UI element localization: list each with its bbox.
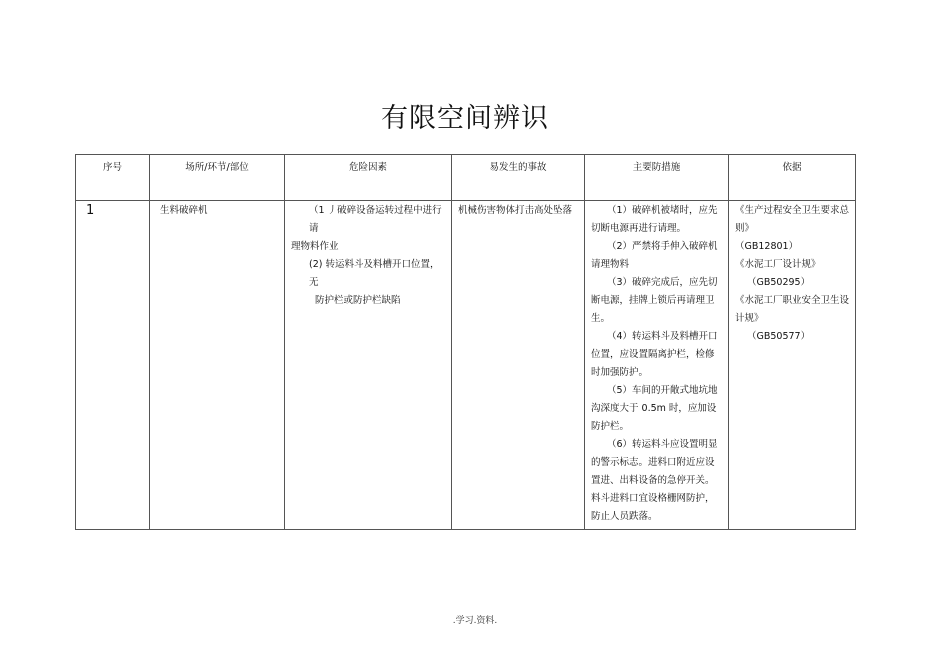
header-hazards: 危险因素 (285, 155, 452, 201)
measure-item-3: （3）破碎完成后，应先切断电源，挂牌上锁后再请理卫生。 (591, 277, 718, 324)
header-index: 序号 (76, 155, 150, 201)
measure-item-4: （4）转运料斗及料槽开口位置，应设置隔离护栏，检修时加强防护。 (591, 331, 718, 378)
basis-code-3: （GB50577） (747, 331, 811, 342)
basis-standard-1: 《生产过程安全卫生要求总则》 (735, 205, 850, 234)
measure-item-5: （5）车间的开敞式地坑地沟深度大于 0.5m 时，应加设防护栏。 (591, 385, 718, 432)
hazard-2-line-2: 防护栏或防护栏缺陷 (315, 295, 401, 306)
cell-location: 生料破碎机 (150, 201, 285, 530)
header-measures: 主要防措施 (585, 155, 729, 201)
hazard-1-line-2: 理物料作业 (291, 241, 339, 252)
table-row (76, 201, 856, 530)
cell-measures (585, 201, 729, 530)
basis-standard-2: 《水泥工厂设计规》 (735, 259, 821, 270)
header-basis: 依据 (729, 155, 856, 201)
measure-item-6: （6）转运料斗应设置明显的警示标志。进料口附近应设置进、出料设备的急停开关。料斗进料口宜设格栅网防护，防止人员跌落。 (591, 439, 718, 522)
page-footer: .学习.资料. (452, 616, 498, 626)
header-accidents: 易发生的事故 (452, 155, 585, 201)
header-location: 场所/环节/部位 (150, 155, 285, 201)
table-header-row (76, 155, 856, 201)
basis-standard-3: 《水泥工厂职业安全卫生设计规》 (735, 295, 850, 324)
basis-code-2: （GB50295） (747, 277, 811, 288)
cell-basis (729, 201, 856, 530)
hazard-1-line-1: （1 丿破碎设备运转过程中进行请 (309, 205, 442, 234)
measure-item-2: （2）严禁将手伸入破碎机请理物料 (591, 241, 718, 270)
measure-item-1: （1）破碎机被堵时，应先切断电源再进行请理。 (591, 205, 718, 234)
document-title: 有限空间辨识 (381, 103, 549, 134)
basis-code-1: （GB12801） (735, 241, 799, 252)
cell-hazards (285, 201, 452, 530)
hazard-identification-table (75, 154, 856, 530)
cell-accidents: 机械伤害物体打击高处坠落 (452, 201, 585, 530)
hazard-2-line-1: (2) 转运料斗及料槽开口位置，无 (309, 259, 440, 288)
cell-index: 1 (76, 201, 150, 530)
